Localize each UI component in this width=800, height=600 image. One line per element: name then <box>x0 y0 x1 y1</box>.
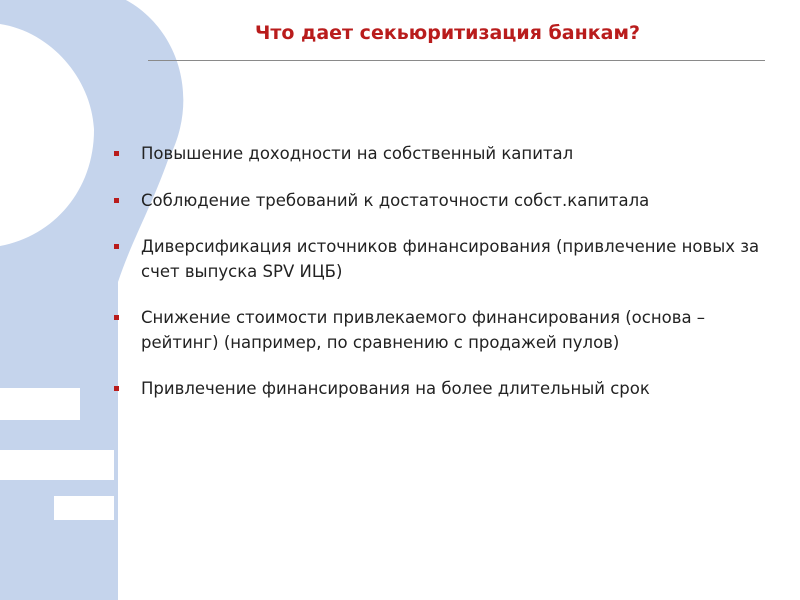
bullet-item <box>108 377 768 402</box>
square-bullet-icon <box>114 151 119 156</box>
bullet-list <box>108 142 768 424</box>
square-bullet-icon <box>114 386 119 391</box>
bullet-item <box>108 235 768 284</box>
bullet-text: Снижение стоимости привлекаемого финансирования (основа – рейтинг) (например, по сравнению с продажей пулов) <box>141 308 706 352</box>
bullet-text: Повышение доходности на собственный капитал <box>141 144 574 163</box>
slide-title: Что дает секьюритизация банкам? <box>254 22 641 44</box>
bullet-item <box>108 142 768 167</box>
bullet-text: Диверсификация источников финансирования (привлечение новых за счет выпуска SPV ИЦБ) <box>141 237 760 281</box>
bullet-item <box>108 189 768 214</box>
bullet-item <box>108 306 768 355</box>
square-bullet-icon <box>114 244 119 249</box>
square-bullet-icon <box>114 315 119 320</box>
square-bullet-icon <box>114 198 119 203</box>
bullet-text: Привлечение финансирования на более длительный срок <box>141 379 650 398</box>
title-divider <box>148 60 765 61</box>
bullet-text: Соблюдение требований к достаточности собст.капитала <box>141 190 650 210</box>
